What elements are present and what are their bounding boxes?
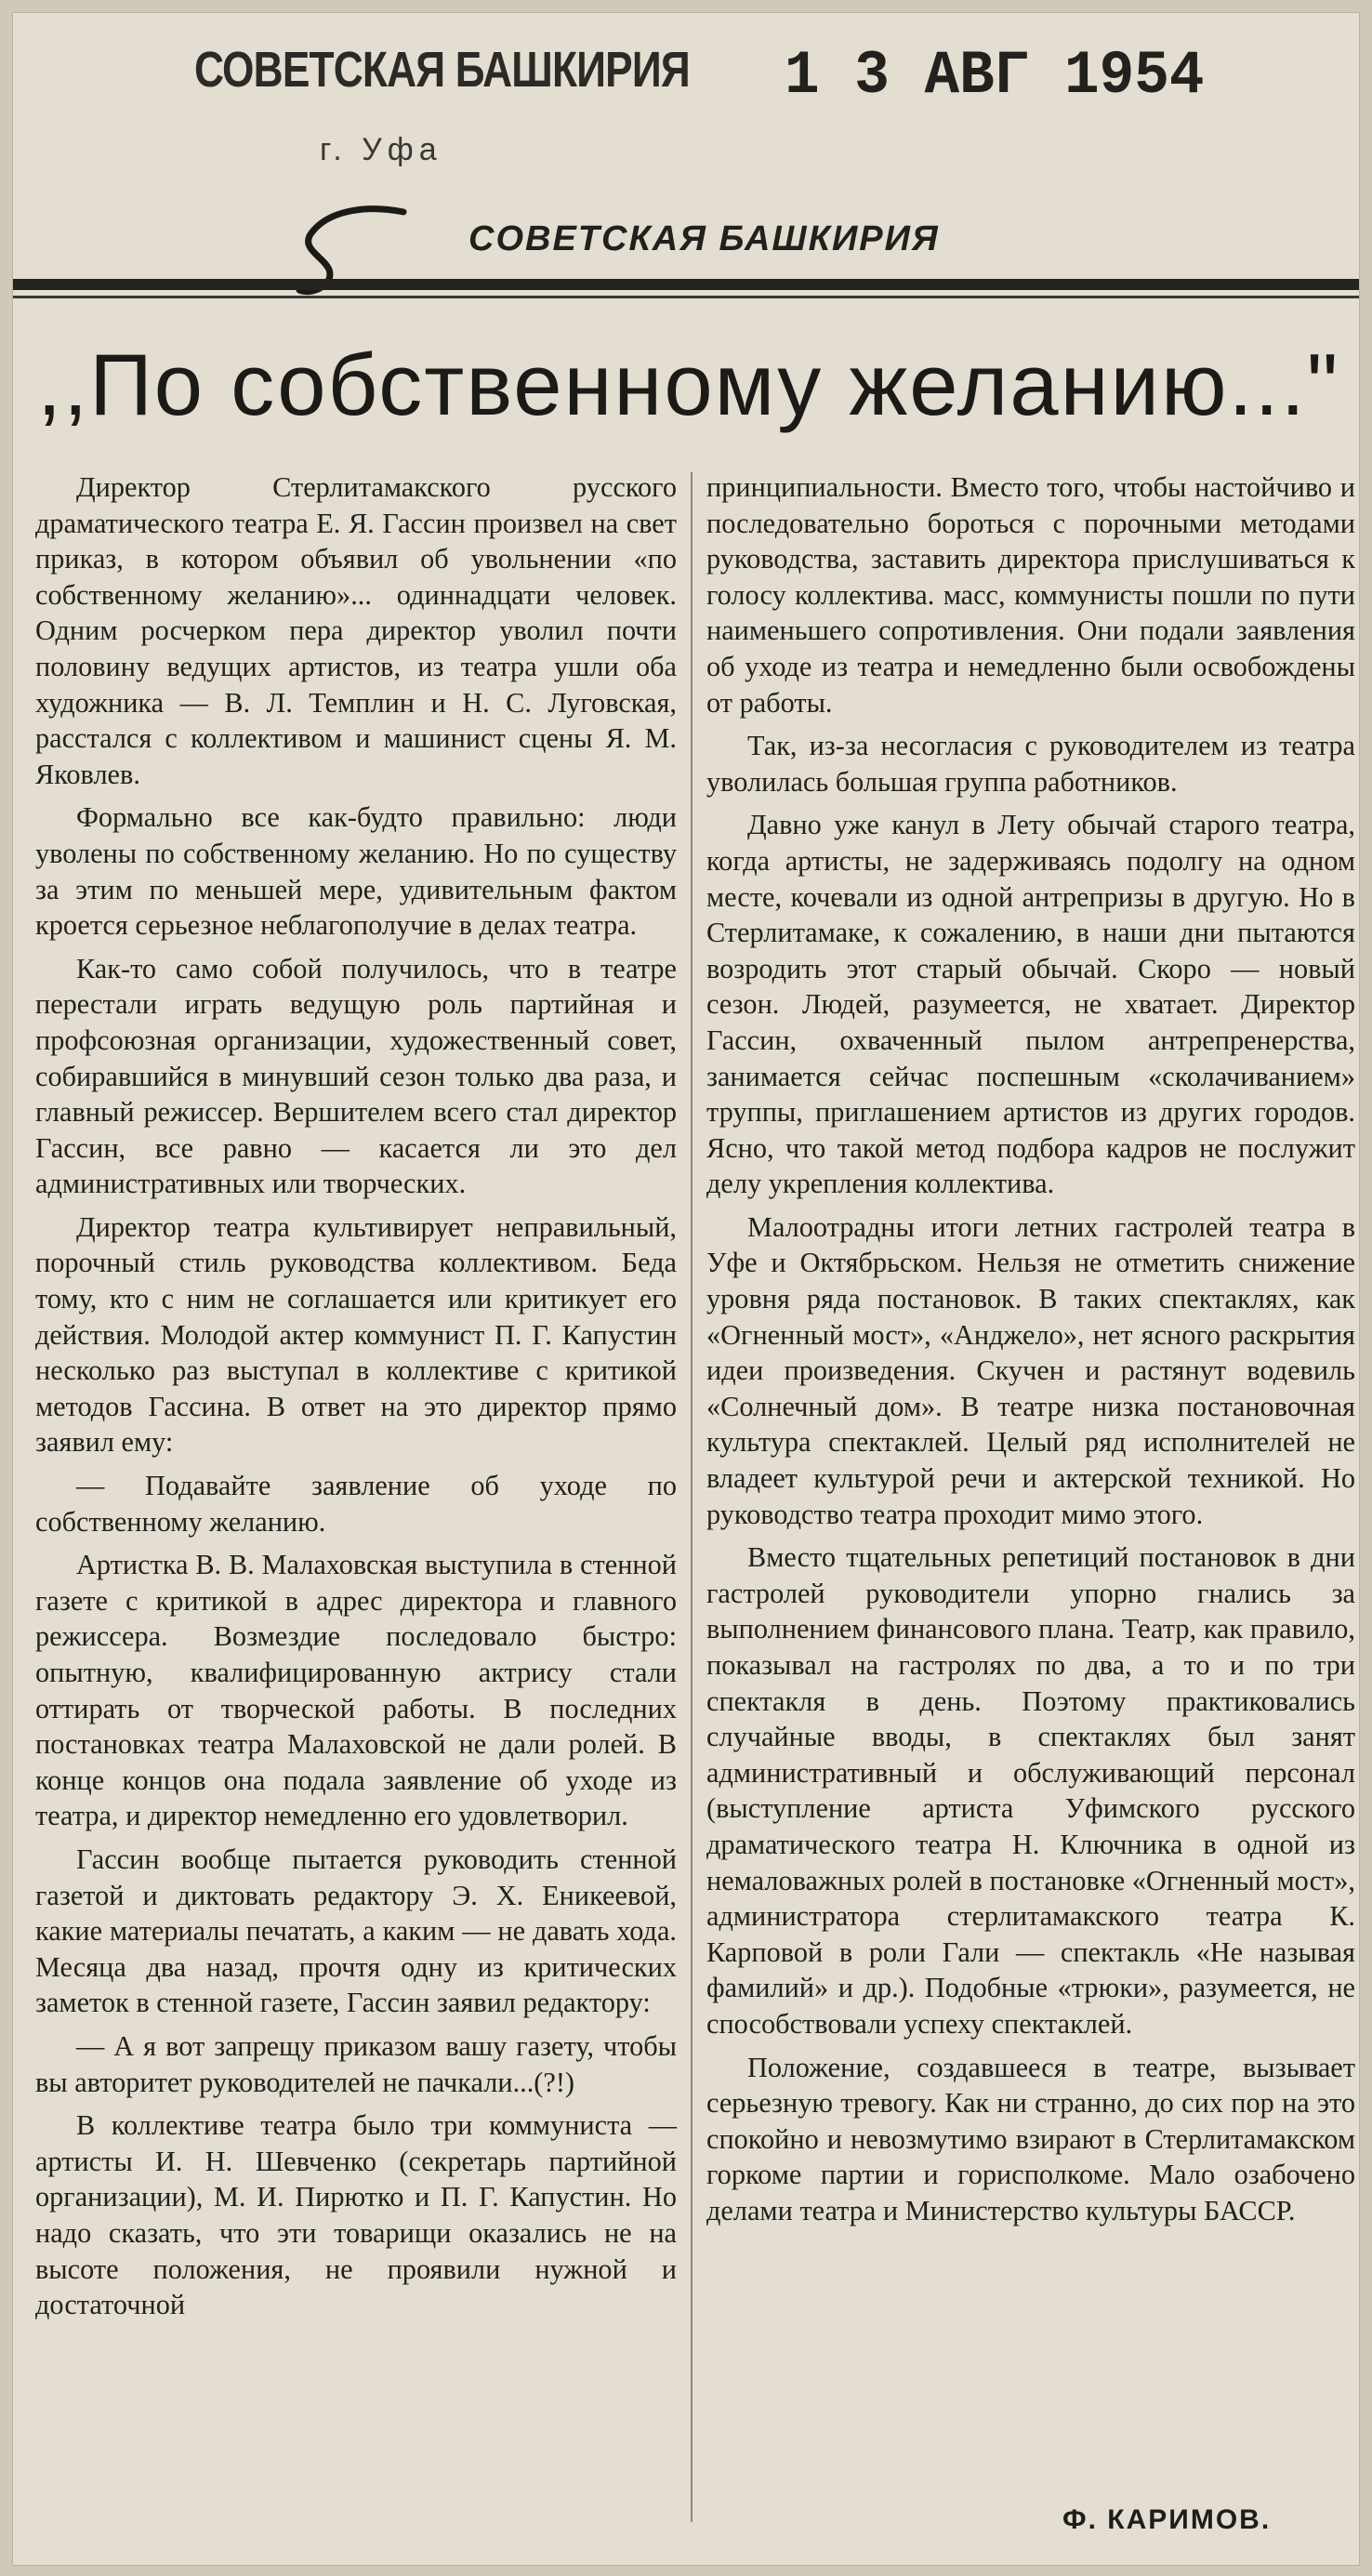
paragraph: Гассин вообще пытается руководить стенной газетой и диктовать редактору Э. Х. Еникеевой, какие материалы печатать, а каким — не давать хода. Месяца два назад, прочтя одну из критических заметок в стенной газете, Гассин заявил редактору: bbox=[35, 1843, 677, 2019]
paragraph: Положение, создавшееся в театре, вызывает серьезную тревогу. Как ни странно, до сих пор на это спокойно и невозмутимо взирают в Стерлитамакском горкоме партии и горисполкоме. Мало озабочено делами театра и Министерство культуры БАССР. bbox=[706, 2051, 1355, 2226]
paragraph: Формально все как-будто правильно: люди уволены по собственному желанию. Но по существу за этим по меньшей мере, удивительным фактом кроется серьезное неблагополучие в делах театра. bbox=[35, 801, 677, 942]
paragraph: Артистка В. В. Малаховская выступила в стенной газете с критикой в адрес директора и главного режиссера. Возмездие последовало быстро: опытную, квалифицированную актрису стали оттирать от творческой работы. В последних постановках театра Малаховской не дали ролей. В конце концов она подала заявление об уходе из театра, и директор немедленно его удовлетворил. bbox=[35, 1549, 677, 1832]
article-column-left bbox=[35, 469, 677, 2331]
paragraph: — А я вот запрещу приказом вашу газету, чтобы вы авторитет руководителей не пачкали...(?!) bbox=[35, 2029, 677, 2098]
paragraph: Директор театра культивирует неправильный, порочный стиль руководства коллективом. Беда тому, кто с ним не соглашается или критикует его действия. Молодой актер коммунист П. Г. Капустин несколько раз выступал в коллективе с критикой методов Гассина. В ответ на это директор прямо заявил ему: bbox=[35, 1210, 677, 1459]
paragraph: Как-то само собой получилось, что в театре перестали играть ведущую роль партийная и профсоюзная организации, художественный совет, собиравшийся в минувший сезон только два раза, и главный режиссер. Вершителем всего стал директор Гассин, все равно — касается ли это дел административных или творческих. bbox=[35, 952, 677, 1200]
paragraph: Давно уже канул в Лету обычай старого театра, когда артисты, не задерживаясь подолгу на одном месте, кочевали из одной антрепризы в другую. Но в Стерлитамаке, к сожалению, в наши дни пытаются возродить этот старый обычай. Скоро — новый сезон. Людей, разумеется, не хватает. Директор Гассин, охваченный пылом антрепренерства, занимается сейчас поспешным «сколачиванием» труппы, приглашением артистов из других городов. Ясно, что такой метод подбора кадров не послужит делу укрепления коллектива. bbox=[706, 809, 1355, 1200]
archive-stamp-city: г. Уфа bbox=[320, 132, 442, 167]
article-column-right bbox=[706, 469, 1355, 2237]
paragraph: Директор Стерлитамакского русского драматического театра Е. Я. Гассин произвел на свет приказ, в котором объявил об увольнении «по собственному желанию»... одиннадцати человек. Одним росчерком пера директор уволил почти половину ведущих артистов, из театра ушли оба художника — В. Л. Темплин и Н. С. Луговская, расстался с коллективом и машинист сцены Я. М. Яковлев. bbox=[35, 471, 677, 790]
author-signature: Ф. КАРИМОВ. bbox=[1062, 2504, 1272, 2535]
masthead: СОВЕТСКАЯ БАШКИРИЯ bbox=[468, 219, 940, 258]
archive-stamp-paper-name: СОВЕТСКАЯ БАШКИРИЯ bbox=[194, 42, 690, 98]
column-divider bbox=[691, 472, 693, 2522]
masthead-rule-thick bbox=[13, 279, 1359, 290]
paragraph: Так, из-за несогласия с руководителем из театра уволилась большая группа работников. bbox=[706, 730, 1355, 798]
archive-stamp-date: 1 3 АВГ 1954 bbox=[785, 41, 1205, 111]
paragraph: Малоотрадны итоги летних гастролей театра в Уфе и Октябрьском. Нельзя не отметить снижение уровня ряда постановок. В таких спектаклях, как «Огненный мост», «Анджело», нет ясного раскрытия идеи произведения. Скучен и растянут водевиль «Солнечный дом». В театре низка постановочная культура спектаклей. Целый ряд исполнителей не владеет культурой речи и актерской техникой. Но руководство театра проходит мимо этого. bbox=[706, 1210, 1355, 1530]
handwritten-mark-icon bbox=[292, 199, 422, 310]
article-headline: ,,По собственному желанию..." bbox=[37, 336, 1340, 433]
paragraph: Вместо тщательных репетиций постановок в дни гастролей руководители упорно гнались за выполнением финансового плана. Театр, как правило, показывал на гастролях по два, а то и по три спектакля в день. Поэтому практиковались случайные вводы, в спектаклях был занят административный и обслуживающий персонал (выступление артиста Уфимского русского драматического театра Н. Ключника в одной из немаловажных ролей в постановке «Огненный мост», администратора стерлитамакского театра К. Карповой в роли Гали — спектакль «Не называя фамилий» и др.). Подобные «трюки», разумеется, не способствовали успеху спектаклей. bbox=[706, 1541, 1355, 2040]
paragraph: — Подавайте заявление об уходе по собственному желанию. bbox=[35, 1470, 677, 1538]
masthead-rule-thin bbox=[13, 296, 1359, 298]
paragraph: принципиальности. Вместо того, чтобы настойчиво и последовательно бороться с порочными методами руководства, заставить директора прислушиваться к голосу коллектива. масс, коммунисты пошли по пути наименьшего сопротивления. Они подали заявления об уходе из театра и немедленно были освобождены от работы. bbox=[706, 471, 1355, 719]
paragraph: В коллективе театра было три коммуниста — артисты И. Н. Шевченко (секретарь партийной организации), М. И. Пирютко и П. Г. Капустин. Но надо сказать, что эти товарищи оказались не на высоте положения, не проявили нужной и достаточной bbox=[35, 2109, 677, 2321]
